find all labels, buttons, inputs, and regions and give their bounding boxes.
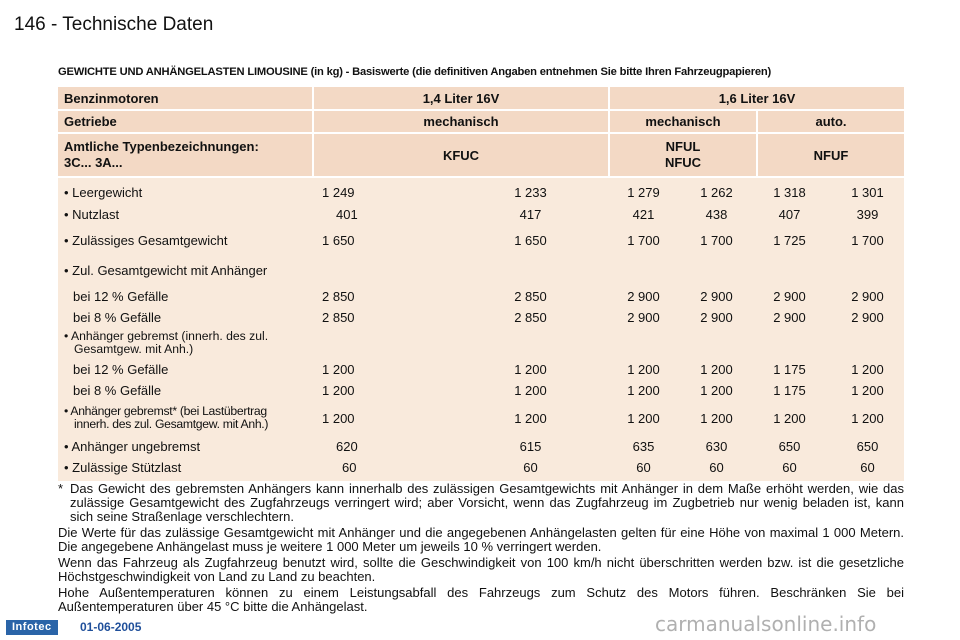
cell: 1 725 (773, 232, 806, 248)
row-label: bei 8 % Gefälle (73, 309, 162, 325)
cell: 2 900 (773, 288, 806, 304)
row-label: • Zulässige Stützlast (64, 459, 182, 475)
row-label: bei 8 % Gefälle (73, 383, 162, 398)
cell: 1 279 (627, 184, 660, 200)
cell: 1 262 (700, 184, 733, 200)
row-label: • Zul. Gesamtgewicht mit Anhänger (64, 262, 268, 278)
row-label: bei 12 % Gefälle (73, 362, 169, 377)
row-label (58, 405, 314, 431)
table-row-anh-gebr-8 (58, 380, 904, 401)
row-label: • Anhänger ungebremst (64, 438, 201, 454)
cell: 1 318 (773, 184, 806, 200)
cell: 1 700 (851, 232, 884, 248)
infotec-badge: Infotec (6, 620, 58, 635)
table-row-stuetzlast (58, 457, 904, 477)
row-label: bei 12 % Gefälle (73, 288, 169, 304)
type-14: KFUC (314, 134, 610, 176)
cell: 1 175 (773, 362, 806, 377)
cell: 1 301 (851, 184, 884, 200)
page-separator: - (50, 14, 58, 35)
cell: 407 (778, 206, 801, 222)
cell: 615 (519, 438, 542, 454)
type-16-auto: NFUF (813, 147, 849, 163)
table-row-gesamtgewicht (58, 225, 904, 255)
type-16m-line2: NFUC (664, 155, 702, 170)
footnote (58, 482, 904, 524)
cell: 1 650 (322, 232, 355, 248)
cell: 417 (519, 206, 542, 222)
cell: 401 (336, 206, 358, 222)
cell: 2 850 (322, 309, 355, 325)
cell: 60 (782, 459, 797, 475)
cell: 60 (860, 459, 875, 475)
notes (58, 482, 904, 616)
cell: 1 200 (322, 383, 355, 398)
engine-label: Benzinmotoren (58, 87, 314, 109)
type-label-line2: 3C... 3A... (64, 155, 123, 170)
cell: 1 650 (514, 232, 547, 248)
cell: 1 200 (514, 383, 547, 398)
cell: 1 200 (514, 362, 547, 377)
cell: 630 (705, 438, 728, 454)
footnote-star: * (58, 481, 64, 496)
cell: 1 200 (851, 362, 884, 377)
table-row-zul-anh-12 (58, 285, 904, 307)
footer-date: 01-06-2005 (80, 620, 142, 634)
gearbox-16-auto: auto. (815, 114, 847, 129)
type-header-row (58, 134, 904, 176)
cell: 1 200 (773, 410, 806, 426)
gearbox-label: Getriebe (58, 111, 314, 132)
table-row-anh-lastuebertrag (58, 401, 904, 435)
cell: 1 200 (700, 383, 733, 398)
page-number: 146 (14, 14, 46, 35)
table-row-nutzlast (58, 203, 904, 225)
cell: 2 900 (700, 309, 733, 325)
cell: 2 850 (322, 288, 355, 304)
cell: 60 (709, 459, 724, 475)
cell: 1 700 (700, 232, 733, 248)
watermark: carmanualsonline.info (655, 612, 877, 636)
cell: 1 249 (322, 184, 355, 200)
cell: 2 900 (700, 288, 733, 304)
table-row-anh-gebr-12 (58, 359, 904, 380)
gearbox-14: mechanisch (314, 111, 610, 132)
cell: 2 900 (627, 309, 660, 325)
cell: 620 (336, 438, 358, 454)
row-label: • Leergewicht (64, 184, 143, 200)
cell: 1 200 (700, 362, 733, 377)
page-header (14, 14, 213, 36)
type-label-line1: Amtliche Typenbezeichnungen: (64, 139, 259, 154)
type-16m-line1: NFUL (665, 139, 701, 154)
table-row-zul-anh-label (58, 255, 904, 285)
cell: 1 200 (322, 410, 355, 426)
cell: 2 900 (851, 288, 884, 304)
gearbox-header-row (58, 111, 904, 132)
cell: 1 200 (627, 362, 660, 377)
row-label-line1: • Anhänger gebremst (innerh. des zul. (64, 329, 269, 343)
engine-14-header: 1,4 Liter 16V (314, 87, 610, 109)
cell: 1 200 (514, 410, 547, 426)
cell: 421 (632, 206, 655, 222)
engine-16-header: 1,6 Liter 16V (718, 90, 796, 106)
cell: 2 900 (851, 309, 884, 325)
cell: 1 700 (627, 232, 660, 248)
cell: 399 (856, 206, 879, 222)
engine-header-row (58, 87, 904, 109)
row-label: • Zulässiges Gesamtgewicht (64, 232, 228, 248)
note-paragraph-altitude: Die Werte für das zulässige Gesamtgewicht mit Anhänger und die angegebenen Anhängelasten gelten für eine Höhe von maximal 1 000 Metern. Die angegebene Anhängelast muss je weitere 1 000 Meter um jeweils 10 % verringert werden. (58, 525, 904, 554)
cell: 2 850 (514, 309, 547, 325)
cell: 60 (636, 459, 651, 475)
page-title: Technische Daten (62, 14, 214, 35)
row-label-line1: • Anhänger gebremst* (bei Lastübertrag (64, 404, 267, 418)
table-body (58, 178, 904, 481)
note-paragraph-speed: Wenn das Fahrzeug als Zugfahrzeug benutzt wird, sollte die Geschwindigkeit von 100 km/h nicht überschritten werden bzw. ist die gesetzliche Höchstgeschwindigkeit von Land zu Land zu beachten. (58, 555, 904, 584)
cell: 60 (342, 459, 357, 475)
gearbox-16-manual: mechanisch (610, 111, 758, 132)
table-row-anh-gebr-label (58, 327, 904, 359)
cell: 1 200 (851, 410, 884, 426)
cell: 438 (705, 206, 728, 222)
cell: 650 (778, 438, 801, 454)
table-row-anh-ungebr (58, 435, 904, 457)
cell: 650 (856, 438, 879, 454)
cell: 1 200 (851, 383, 884, 398)
table-row-leergewicht (58, 181, 904, 203)
cell: 2 850 (514, 288, 547, 304)
spec-table (58, 87, 904, 481)
type-16-manual (610, 134, 758, 176)
row-label: • Nutzlast (64, 206, 120, 222)
row-label-line2: Gesamtgew. mit Anh.) (74, 342, 194, 356)
cell: 1 200 (627, 410, 660, 426)
row-label (58, 330, 458, 356)
cell: 1 200 (322, 362, 355, 377)
note-paragraph-temperature: Hohe Außentemperaturen können zu einem Leistungsabfall des Fahrzeugs zum Schutz des Motors führen. Beschränken Sie bei Außentemperaturen über 45 °C bitte die Anhängelast. (58, 585, 904, 614)
footnote-text: Das Gewicht des gebremsten Anhängers kann innerhalb des zulässigen Gesamtgewichts mit Anhänger in dem Maße erhöht werden, wie das zulässige Gesamtgewicht des Zugfahrzeugs verringert wird; aber Vorsicht, wenn das Zugfahrzeug im Zugbetrieb nur wenig beladen ist, kann sich seine Straßenlage verschlechtern. (70, 481, 904, 524)
cell: 1 233 (514, 184, 547, 200)
cell: 635 (632, 438, 655, 454)
cell: 60 (523, 459, 538, 475)
row-label-line2: innerh. des zul. Gesamtgew. mit Anh.) (74, 417, 269, 431)
cell: 1 200 (627, 383, 660, 398)
cell: 1 200 (700, 410, 733, 426)
type-label (58, 134, 314, 176)
cell: 2 900 (627, 288, 660, 304)
table-row-zul-anh-8 (58, 307, 904, 327)
cell: 1 175 (773, 383, 806, 398)
section-title: GEWICHTE UND ANHÄNGELASTEN LIMOUSINE (in kg) - Basiswerte (die definitiven Angaben entnehmen Sie bitte Ihren Fahrzeugpapieren) (58, 66, 772, 78)
cell: 2 900 (773, 309, 806, 325)
